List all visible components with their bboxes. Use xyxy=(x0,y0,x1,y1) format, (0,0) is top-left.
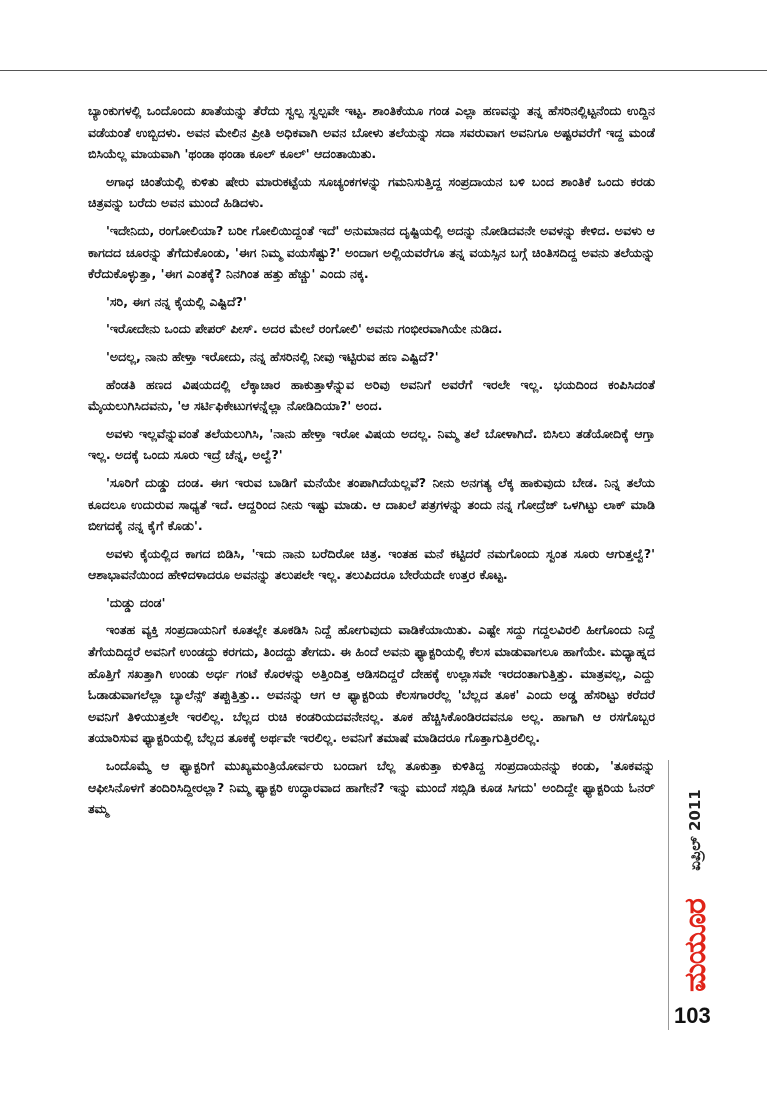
margin-rule xyxy=(668,760,669,1030)
header-rule xyxy=(0,70,767,71)
story-paragraph: 'ಇರೋದೇನು ಒಂದು ಪೇಪರ್ ಪೀಸ್. ಅದರ ಮೇಲೆ ರಂಗೋಲಿ' ಅವನು ಗಂಭೀರವಾಗಿಯೇ ನುಡಿದ. xyxy=(106,321,503,337)
story-paragraph: ಅಗಾಧ ಚಿಂತೆಯಲ್ಲಿ ಕುಳಿತು ಷೇರು ಮಾರುಕಟ್ಟೆಯ ಸೂಚ್ಯಂಕಗಳನ್ನು ಗಮನಿಸುತ್ತಿದ್ದ ಸಂಪ್ರದಾಯನ ಬಳಿ ಬಂದ ಶಾಂತಿಕೆ ಒಂದು ಕರಡು ಚಿತ್ರವನ್ನು ಬರೆದು ಅವನ ಮುಂದೆ ಹಿಡಿದಳು. xyxy=(88,173,655,211)
issue-date-text: ಏಪ್ರಿಲ್ 2011 xyxy=(686,789,705,871)
story-paragraph: 'ಸರಿ, ಈಗ ನನ್ನ ಕೈಯಲ್ಲಿ ಎಷ್ಟಿದೆ?' xyxy=(106,293,247,309)
story-paragraph: ಇಂತಹ ವ್ಯಕ್ತಿ ಸಂಪ್ರದಾಯನಿಗೆ ಕೂತಲ್ಲೇ ತೂಕಡಿಸಿ ನಿದ್ದೆ ಹೋಗುವುದು ವಾಡಿಕೆಯಾಯಿತು. ಎಷ್ಟೇ ಸದ್ದು ಗದ್ದಲವಿರಲಿ ಹೀಗೊಂದು ನಿದ್ದೆ ತೆಗೆಯದಿದ್ದರೆ ಅವನಿಗೆ ಉಂಡದ್ದು ಕರಗದು, ತಿಂದದ್ದು ತೇಗದು. ಈ ಹಿಂದೆ ಅವನು ಫ್ಯಾಕ್ಟರಿಯಲ್ಲಿ ಕೆಲಸ ಮಾಡುವಾಗಲೂ ಹಾಗೆಯೇ. ಮಧ್ಯಾಹ್ನದ ಹೊತ್ತಿಗೆ ಸಖತ್ತಾಗಿ ಉಂಡು ಅರ್ಧ ಗಂಟೆ ಕೊರಳನ್ನು ಅತ್ತಿಂದಿತ್ತ ಆಡಿಸದಿದ್ದರೆ ದೇಹಕ್ಕೆ ಉಲ್ಲಾಸವೇ ಇರದಂತಾಗುತ್ತಿತ್ತು. ಮಾತ್ರವಲ್ಲ, ಎದ್ದು ಓಡಾಡುವಾಗಲೆಲ್ಲಾ ಬ್ಯಾಲೆನ್ಸ್ ತಪ್ಪುತ್ತಿತ್ತು.. ಅವನನ್ನು ಆಗ ಆ ಫ್ಯಾಕ್ಟರಿಯ ಕೆಲಸಗಾರರೆಲ್ಲ 'ಬೆಲ್ಲದ ತೂಕ' ಎಂದು ಅಡ್ಡ ಹೆಸರಿಟ್ಟು ಕರೆದರೆ ಅವನಿಗೆ ತಿಳಿಯುತ್ತಲೇ ಇರಲಿಲ್ಲ. ಬೆಲ್ಲದ ರುಚಿ ಕಂಡರಿಯದವನೇನಲ್ಲ. ತೂಕ ಹೆಚ್ಚಿಸಿಕೊಂಡಿರದವನೂ ಅಲ್ಲ. ಹಾಗಾಗಿ ಆ ರಸಗೊಬ್ಬರ ತಯಾರಿಸುವ ಫ್ಯಾಕ್ಟರಿಯಲ್ಲಿ ಬೆಲ್ಲದ ತೂಕಕ್ಕೆ ಅರ್ಥವೇ ಇರಲಿಲ್ಲ. ಅವನಿಗೆ ತಮಾಷೆ ಮಾಡಿದರೂ ಗೊತ್ತಾಗುತ್ತಿರಲಿಲ್ಲ. xyxy=(88,622,655,746)
story-paragraph: ಒಂದೊಮ್ಮೆ ಆ ಫ್ಯಾಕ್ಟರಿಗೆ ಮುಖ್ಯಮಂತ್ರಿಯೋರ್ವರು ಬಂದಾಗ ಬೆಲ್ಲ ತೂಕುತ್ತಾ ಕುಳಿತಿದ್ದ ಸಂಪ್ರದಾಯನನ್ನು ಕಂಡು, 'ತೂಕವನ್ನು ಆಫೀಸಿನೊಳಗೆ ತಂದಿರಿಸಿದ್ದೀರಲ್ಲಾ? ನಿಮ್ಮ ಫ್ಯಾಕ್ಟರಿ ಉದ್ಧಾರವಾದ ಹಾಗೇನೆ? ಇನ್ನು ಮುಂದೆ ಸಬ್ಸಿಡಿ ಕೂಡ ಸಿಗದು' ಅಂದಿದ್ದೇ ಫ್ಯಾಕ್ಟರಿಯ ಓನರ್ ತಮ್ಮ xyxy=(88,758,655,817)
story-column xyxy=(88,100,655,1030)
story-paragraph: 'ಸೂರಿಗೆ ದುಡ್ಡು ದಂಡ. ಈಗ ಇರುವ ಬಾಡಿಗೆ ಮನೆಯೇ ತಂಪಾಗಿದೆಯಲ್ಲವೆ? ನೀನು ಅನಗತ್ಯ ಲೆಕ್ಕ ಹಾಕುವುದು ಬೇಡ. ನಿನ್ನ ತಲೆಯ ಕೂದಲೂ ಉದುರುವ ಸಾಧ್ಯತೆ ಇದೆ. ಆದ್ದರಿಂದ ನೀನು ಇಷ್ಟು ಮಾಡು. ಆ ದಾಖಲೆ ಪತ್ರಗಳನ್ನು ತಂದು ನನ್ನ ಗೋದ್ರೆಜ್ ಒಳಗಿಟ್ಟು ಲಾಕ್ ಮಾಡಿ ಬೀಗದಕೈ ನನ್ನ ಕೈಗೆ ಕೊಡು'. xyxy=(88,474,655,534)
magazine-logo-text: ಮಯೂರ xyxy=(677,898,713,992)
magazine-logo xyxy=(676,890,714,1000)
story-paragraph: ಹೆಂಡತಿ ಹಣದ ವಿಷಯದಲ್ಲಿ ಲೆಕ್ಕಾಚಾರ ಹಾಕುತ್ತಾಳೆನ್ನುವ ಅರಿವು ಅವನಿಗೆ ಅವರೆಗೆ ಇರಲೇ ಇಲ್ಲ. ಭಯದಿಂದ ಕಂಪಿಸಿದಂತೆ ಮೈಯಲುಗಿಸಿದವನು, 'ಆ ಸರ್ಟಿಫಿಕೇಟುಗಳನ್ನೆಲ್ಲಾ ನೋಡಿದಿಯಾ?' ಅಂದ. xyxy=(88,376,655,414)
story-paragraph: 'ದುಡ್ಡು ದಂಡ' xyxy=(106,594,166,610)
story-paragraph: 'ಇದೇನಿದು, ರಂಗೋಲಿಯಾ? ಬರೀ ಗೋಲಿಯಿದ್ದಂತೆ ಇದೆ' ಅನುಮಾನದ ದೃಷ್ಟಿಯಲ್ಲಿ ಅದನ್ನು ನೋಡಿದವನೇ ಅವಳನ್ನು ಕೇಳಿದ. ಅವಳು ಆ ಕಾಗದದ ಚೂರನ್ನು ತೆಗೆದುಕೊಂಡು, 'ಈಗ ನಿಮ್ಮ ವಯಸೆಷ್ಟು?' ಅಂದಾಗ ಅಲ್ಲಿಯವರೆಗೂ ತನ್ನ ವಯಸ್ಸಿನ ಬಗ್ಗೆ ಚಿಂತಿಸದಿದ್ದ ಅವನು ತಲೆಯನ್ನು ಕೆರೆದುಕೊಳ್ಳುತ್ತಾ, 'ಈಗ ಎಂತಕ್ಕೆ? ನಿನಗಿಂತ ಹತ್ತು ಹೆಚ್ಚು' ಎಂದು ನಕ್ಕ. xyxy=(88,222,655,282)
story-paragraph: ಅವಳು ಇಲ್ಲವೆನ್ನುವಂತೆ ತಲೆಯಲುಗಿಸಿ, 'ನಾನು ಹೇಳ್ತಾ ಇರೋ ವಿಷಯ ಅದಲ್ಲ. ನಿಮ್ಮ ತಲೆ ಬೋಳಾಗಿದೆ. ಬಿಸಿಲು ತಡೆಯೋದಿಕ್ಕೆ ಆಗ್ತಾ ಇಲ್ಲ. ಅದಕ್ಕೆ ಒಂದು ಸೂರು ಇದ್ರೆ ಚೆನ್ನ, ಅಲ್ವೆ?' xyxy=(88,425,655,463)
story-paragraph: 'ಅದಲ್ಲ, ನಾನು ಹೇಳ್ತಾ ಇರೋದು, ನನ್ನ ಹೆಸರಿನಲ್ಲಿ ನೀವು ಇಟ್ಟಿರುವ ಹಣ ಎಷ್ಟಿದೆ?' xyxy=(106,348,439,364)
issue-date xyxy=(680,775,710,885)
page-number: 103 xyxy=(674,1003,711,1028)
story-paragraph: ಬ್ಯಾಂಕುಗಳಲ್ಲಿ ಒಂದೊಂದು ಖಾತೆಯನ್ನು ತೆರೆದು ಸ್ವಲ್ಪ ಸ್ವಲ್ಪವೇ ಇಟ್ಟ. ಶಾಂತಿಕೆಯೂ ಗಂಡ ಎಲ್ಲಾ ಹಣವನ್ನು ತನ್ನ ಹೆಸರಿನಲ್ಲಿಟ್ಟನೆಂದು ಉದ್ದಿನ ವಡೆಯಂತೆ ಉಬ್ಬಿದಳು. ಅವನ ಮೇಲಿನ ಪ್ರೀತಿ ಅಧಿಕವಾಗಿ ಅವನ ಬೋಳು ತಲೆಯನ್ನು ಸದಾ ಸವರುವಾಗ ಅವನಿಗೂ ಅಷ್ಟರವರೆಗೆ ಇದ್ದ ಮಂಡೆ ಬಿಸಿಯೆಲ್ಲ ಮಾಯವಾಗಿ 'ಥಂಡಾ ಥಂಡಾ ಕೂಲ್ ಕೂಲ್' ಆದಂತಾಯಿತು. xyxy=(88,103,655,162)
story-paragraph: ಅವಳು ಕೈಯಲ್ಲಿದ ಕಾಗದ ಬಿಡಿಸಿ, 'ಇದು ನಾನು ಬರೆದಿರೋ ಚಿತ್ರ. ಇಂತಹ ಮನೆ ಕಟ್ಟಿದರೆ ನಮಗೊಂದು ಸ್ವಂತ ಸೂರು ಆಗುತ್ತಲ್ವೆ?' ಆಶಾಭಾವನೆಯಿಂದ ಹೇಳಿದಳಾದರೂ ಅವನನ್ನು ತಲುಪಲೇ ಇಲ್ಲ. ತಲುಪಿದರೂ ಬೇರೆಯದೇ ಉತ್ತರ ಕೊಟ್ಟ. xyxy=(88,545,655,583)
